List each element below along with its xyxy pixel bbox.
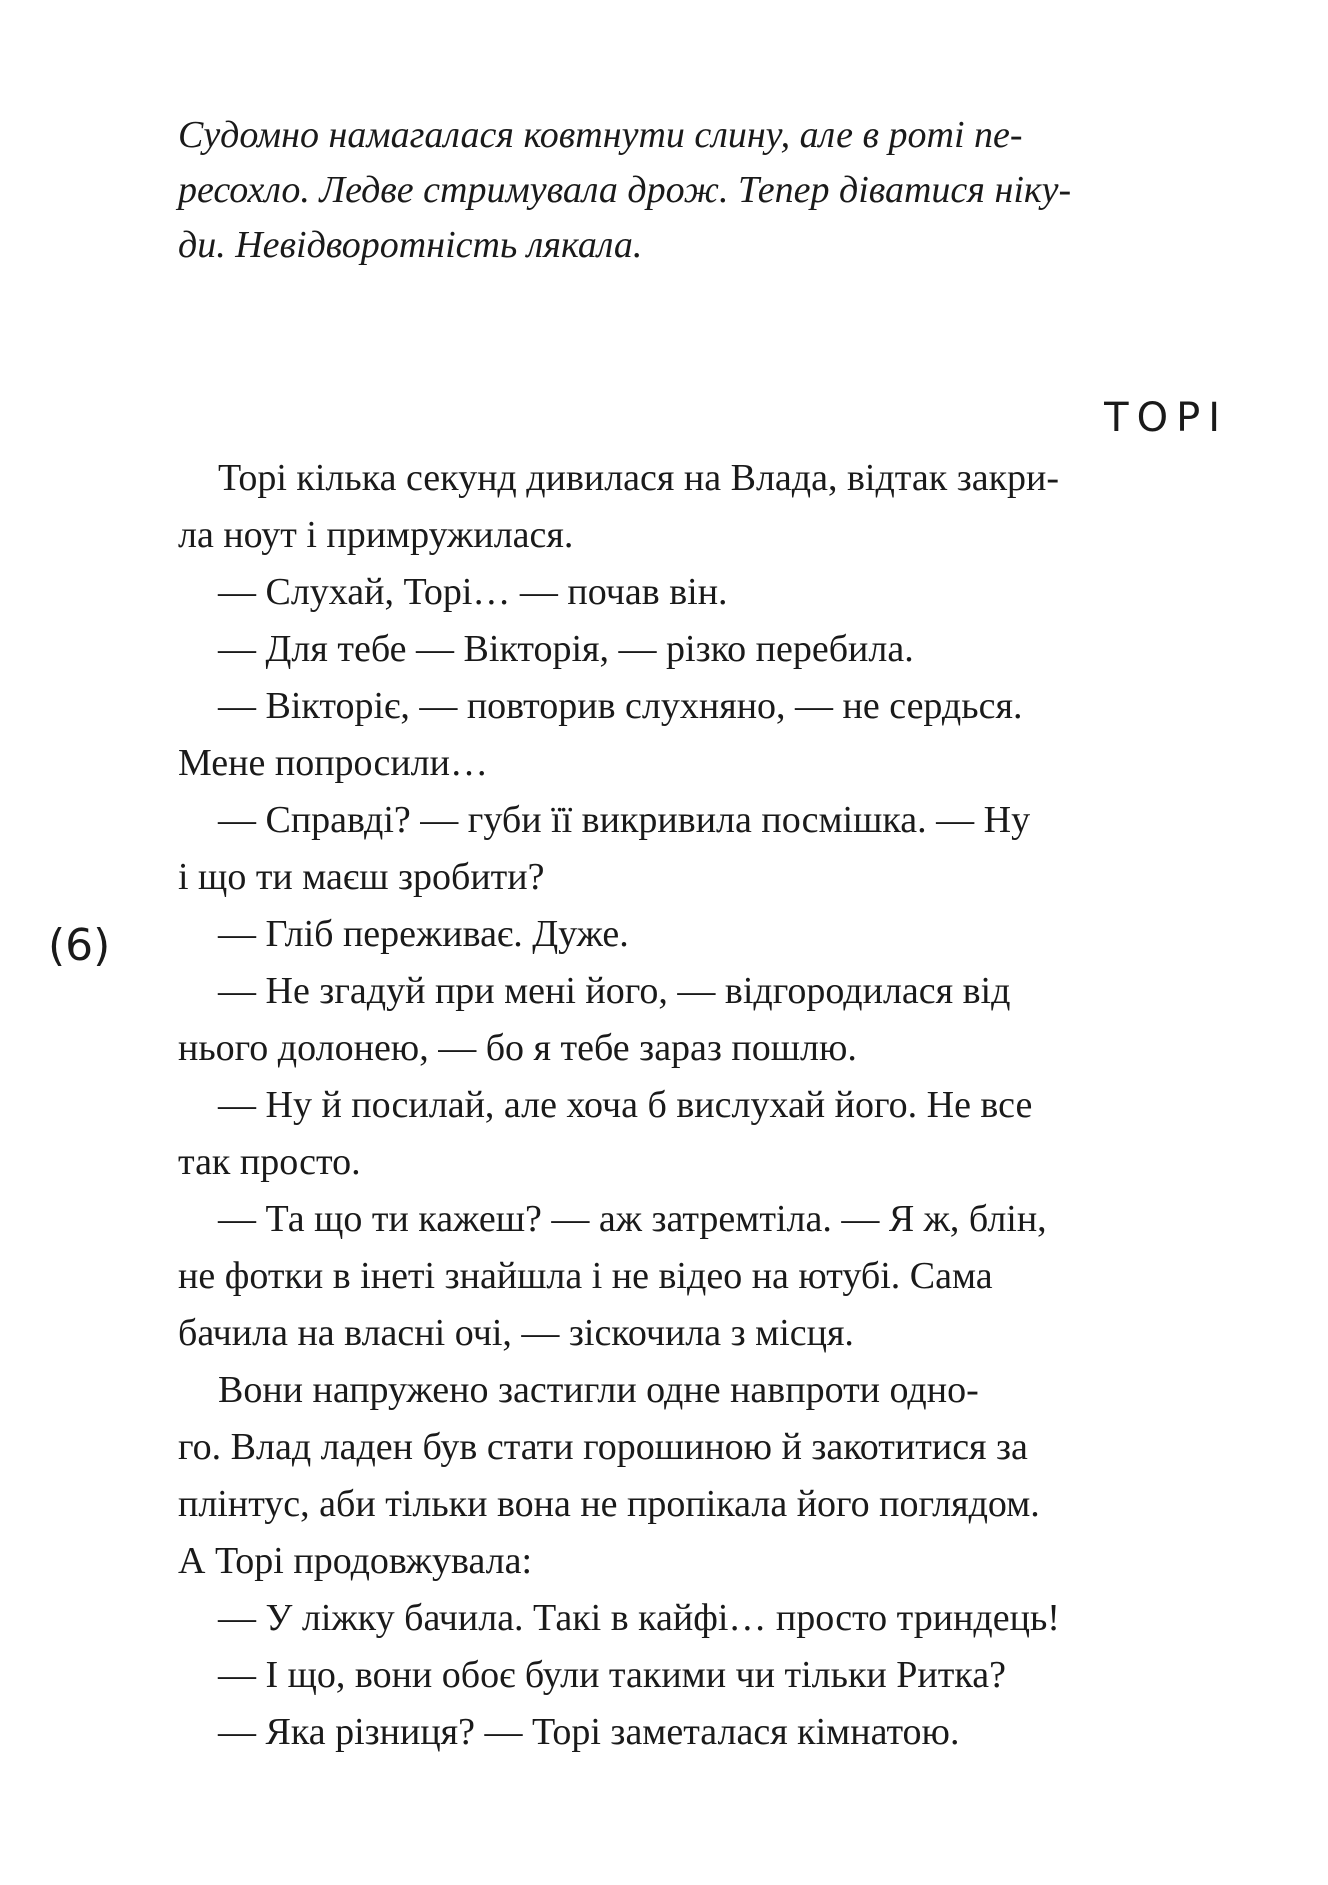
epigraph-line: Судомно намагалася ковтнути слину, але в роті пе- — [178, 114, 1023, 156]
text-line: — Та що ти кажеш? — аж затремтіла. — Я ж, блін, — [218, 1198, 1047, 1240]
text-line: і що ти маєш зробити? — [178, 856, 545, 898]
text-line: — Справді? — губи її викривила посмішка. — Ну — [218, 799, 1031, 841]
epigraph-line: ди. Невідворотність лякала. — [178, 224, 643, 266]
text-line: так просто. — [178, 1141, 361, 1183]
text-line: — Для тебе — Вікторія, — різко перебила. — [218, 628, 914, 670]
text-line: нього долонею, — бо я тебе зараз пошлю. — [178, 1027, 857, 1069]
epigraph-line: ресохло. Ледве стримувала дрож. Тепер діватися ніку- — [178, 169, 1072, 211]
text-line: ла ноут і примружилася. — [178, 514, 574, 556]
text-line: бачила на власні очі, — зіскочила з місця. — [178, 1312, 854, 1354]
text-line: плінтус, аби тільки вона не пропікала його поглядом. — [178, 1483, 1040, 1525]
text-line: — І що, вони обоє були такими чи тільки Ритка? — [218, 1654, 1006, 1696]
text-line: А Торі продовжувала: — [178, 1540, 533, 1582]
text-line: — Ну й посилай, але хоча б вислухай його. Не все — [218, 1084, 1033, 1126]
text-line: — Вікторіє, — повторив слухняно, — не сердься. — [218, 685, 1023, 727]
text-line: — Не згадуй при мені його, — відгородилася від — [218, 970, 1011, 1012]
text-line: — У ліжку бачила. Такі в кайфі… просто триндець! — [218, 1597, 1060, 1639]
text-line: — Яка різниця? — Торі заметалася кімнатою. — [218, 1711, 960, 1753]
text-line: — Слухай, Торі… — почав він. — [218, 571, 728, 613]
text-line: Вони напружено застигли одне навпроти одно- — [218, 1369, 979, 1411]
text-line: Торі кілька секунд дивилася на Влада, відтак закри- — [218, 457, 1060, 499]
body-text — [178, 450, 1228, 1761]
chapter-title: ТОРІ — [1104, 395, 1228, 441]
text-line: — Гліб переживає. Дуже. — [218, 913, 629, 955]
text-line: не фотки в інеті знайшла і не відео на ютубі. Сама — [178, 1255, 993, 1297]
handwritten-margin-note: (6) — [48, 920, 111, 971]
text-line: го. Влад ладен був стати горошиною й закотитися за — [178, 1426, 1028, 1468]
epigraph — [178, 108, 1228, 273]
text-line: Мене попросили… — [178, 742, 488, 784]
